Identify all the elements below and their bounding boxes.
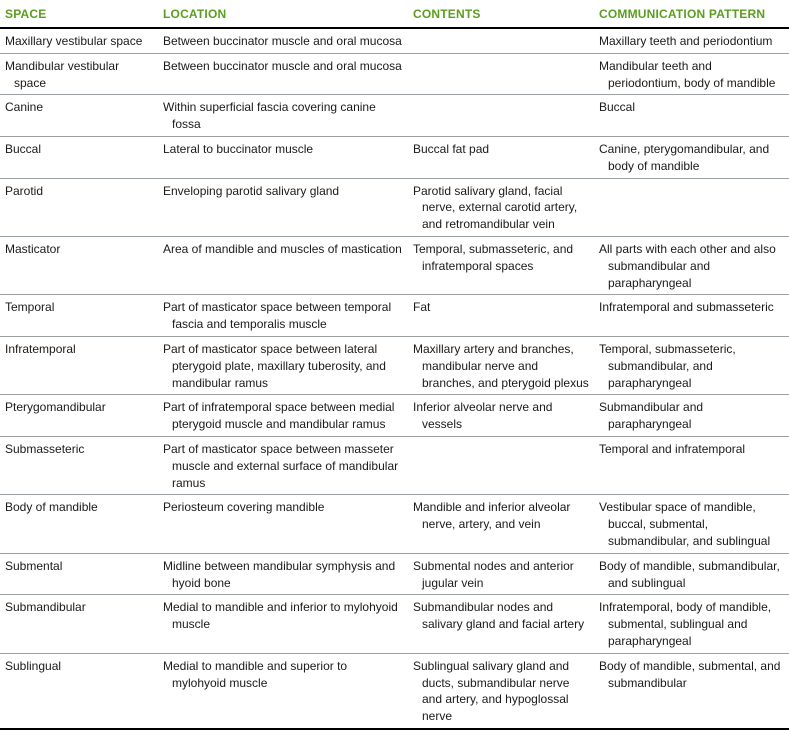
space-cell (0, 28, 158, 53)
table-row (0, 236, 789, 294)
contents-cell (408, 336, 594, 394)
contents-cell (408, 53, 594, 95)
cell-text: Medial to mandible and superior to mylohyoid muscle (163, 658, 348, 690)
cell-text: Maxillary vestibular space (5, 34, 143, 48)
space-cell (0, 295, 158, 337)
table-row (0, 178, 789, 236)
contents-cell (408, 653, 594, 729)
cell-text: Submandibular nodes and salivary gland and facial artery (413, 600, 585, 632)
cell-text: Mandibular vestibular space (5, 58, 120, 90)
cell-text: Submental (5, 558, 63, 573)
cell-text: Buccal fat pad (413, 141, 490, 156)
location-cell (158, 178, 408, 236)
cell-text: Mandibular teeth and periodontium, body of mandible (599, 58, 776, 90)
communication-cell (594, 495, 789, 553)
cell-text: Submasseteric (5, 441, 85, 456)
contents-cell (408, 553, 594, 595)
table-row (0, 395, 789, 437)
communication-cell (594, 295, 789, 337)
table-row (0, 53, 789, 95)
cell-text: Body of mandible, submental, and submandibular (599, 658, 781, 690)
space-cell (0, 336, 158, 394)
table-row (0, 95, 789, 137)
contents-cell (408, 95, 594, 137)
location-cell (158, 653, 408, 729)
contents-cell (408, 178, 594, 236)
cell-text: Enveloping parotid salivary gland (163, 183, 340, 198)
table-body (0, 28, 789, 729)
cell-text: Temporal, submasseteric, submandibular, and parapharyngeal (599, 341, 736, 390)
location-cell (158, 595, 408, 653)
table-row (0, 553, 789, 595)
communication-cell (594, 436, 789, 494)
cell-text: Within superficial fascia covering canine fossa (163, 100, 376, 132)
cell-text: Canine, pterygomandibular, and body of mandible (599, 141, 770, 173)
contents-cell (408, 136, 594, 178)
location-cell (158, 395, 408, 437)
header-communication-pattern: COMMUNICATION PATTERN (594, 0, 789, 28)
location-cell (158, 28, 408, 53)
cell-text: Maxillary artery and branches, mandibular nerve and branches, and pterygoid plexus (413, 341, 589, 390)
communication-cell (594, 336, 789, 394)
cell-text: Infratemporal (5, 341, 76, 356)
location-cell (158, 495, 408, 553)
cell-text: Parotid salivary gland, facial nerve, external carotid artery, and retromandibular vein (413, 183, 578, 232)
space-cell (0, 236, 158, 294)
cell-text: Part of masticator space between masseter muscle and external surface of mandibular ramus (163, 441, 399, 490)
location-cell (158, 236, 408, 294)
cell-text: Body of mandible, submandibular, and sublingual (599, 558, 780, 590)
cell-text: Parotid (5, 183, 44, 198)
cell-text: Masticator (5, 241, 61, 256)
table-row (0, 28, 789, 53)
space-cell (0, 95, 158, 137)
space-cell (0, 595, 158, 653)
header-row (0, 0, 789, 28)
table-row (0, 595, 789, 653)
cell-text: Between buccinator muscle and oral mucosa (163, 34, 402, 48)
location-cell (158, 136, 408, 178)
cell-text: All parts with each other and also submandibular and parapharyngeal (599, 241, 776, 290)
table-row (0, 336, 789, 394)
cell-text: Temporal and infratemporal (599, 441, 746, 456)
cell-text: Medial to mandible and inferior to mylohyoid muscle (163, 600, 398, 632)
space-cell (0, 395, 158, 437)
contents-cell (408, 236, 594, 294)
cell-text: Infratemporal, body of mandible, submental, sublingual and parapharyngeal (599, 600, 772, 648)
cell-text: Area of mandible and muscles of mastication (163, 241, 402, 256)
communication-cell (594, 236, 789, 294)
location-cell (158, 553, 408, 595)
communication-cell (594, 28, 789, 53)
contents-cell (408, 595, 594, 653)
communication-cell (594, 53, 789, 95)
space-cell (0, 136, 158, 178)
cell-text: Buccal (599, 100, 636, 115)
table-row (0, 295, 789, 337)
contents-cell (408, 295, 594, 337)
contents-cell (408, 495, 594, 553)
cell-text: Part of masticator space between temporal fascia and temporalis muscle (163, 300, 392, 332)
cell-text: Maxillary teeth and periodontium (599, 34, 773, 48)
contents-cell (408, 28, 594, 53)
cell-text: Vestibular space of mandible, buccal, submental, submandibular, and sublingual (599, 500, 771, 548)
cell-text: Infratemporal and submasseteric (599, 300, 774, 315)
location-cell (158, 53, 408, 95)
space-cell (0, 653, 158, 729)
location-cell (158, 95, 408, 137)
cell-text: Body of mandible (5, 500, 98, 515)
space-cell (0, 53, 158, 95)
cell-text: Temporal, submasseteric, and infratemporal spaces (413, 241, 574, 273)
cell-text: Midline between mandibular symphysis and hyoid bone (163, 558, 396, 590)
space-cell (0, 436, 158, 494)
cell-text: Periosteum covering mandible (163, 500, 325, 515)
table-row (0, 653, 789, 729)
cell-text: Submental nodes and anterior jugular vein (413, 558, 574, 590)
communication-cell (594, 136, 789, 178)
table-row (0, 495, 789, 553)
cell-text: Part of masticator space between lateral pterygoid plate, maxillary tuberosity, and mandibular ramus (163, 341, 386, 390)
communication-cell (594, 595, 789, 653)
cell-text: Inferior alveolar nerve and vessels (413, 400, 553, 432)
communication-cell (594, 95, 789, 137)
cell-text: Part of infratemporal space between medial pterygoid muscle and mandibular ramus (163, 400, 395, 432)
cell-text: Canine (5, 100, 44, 115)
header-space: SPACE (0, 0, 158, 28)
communication-cell (594, 178, 789, 236)
cell-text: Lateral to buccinator muscle (163, 141, 314, 156)
cell-text: Temporal (5, 300, 55, 315)
contents-cell (408, 436, 594, 494)
cell-text: Pterygomandibular (5, 400, 106, 415)
space-cell (0, 553, 158, 595)
communication-cell (594, 553, 789, 595)
cell-text: Submandibular and parapharyngeal (599, 400, 704, 432)
table-header (0, 0, 789, 28)
location-cell (158, 436, 408, 494)
cell-text: Sublingual (5, 658, 62, 673)
cell-text: Mandible and inferior alveolar nerve, artery, and vein (413, 500, 571, 532)
communication-cell (594, 653, 789, 729)
header-location: LOCATION (158, 0, 408, 28)
cell-text: Fat (413, 300, 431, 315)
cell-text: Between buccinator muscle and oral mucosa (163, 58, 402, 73)
table-row (0, 436, 789, 494)
contents-cell (408, 395, 594, 437)
space-cell (0, 495, 158, 553)
location-cell (158, 336, 408, 394)
space-cell (0, 178, 158, 236)
table-row (0, 136, 789, 178)
cell-text: Sublingual salivary gland and ducts, submandibular nerve and artery, and hypoglossal nerve (413, 658, 570, 724)
cell-text: Submandibular (5, 600, 86, 615)
communication-cell (594, 395, 789, 437)
cell-text: Buccal (5, 141, 42, 156)
header-contents: CONTENTS (408, 0, 594, 28)
location-cell (158, 295, 408, 337)
